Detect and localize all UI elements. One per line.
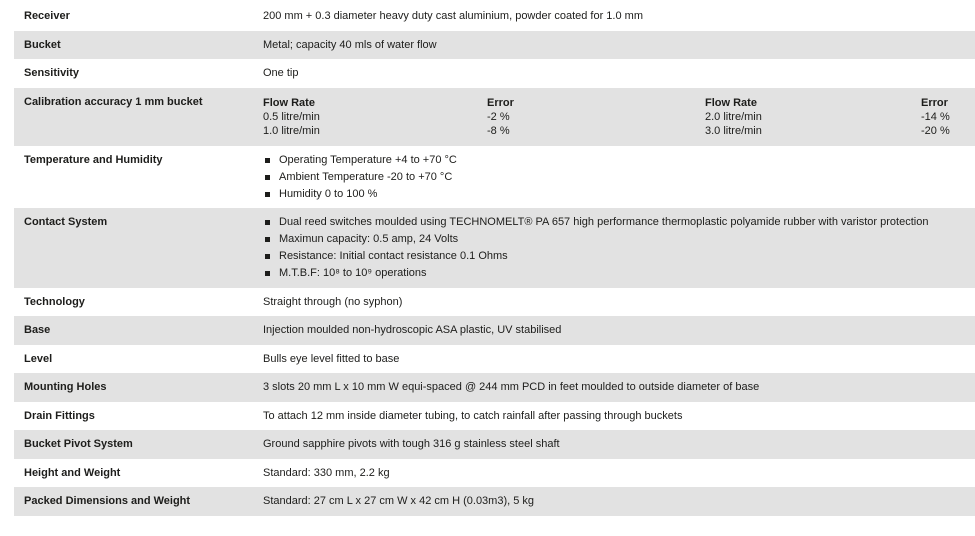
bullet-text: Dual reed switches moulded using TECHNOMELT® PA 657 high performance thermoplastic polyamide rubber with varistor protection	[279, 216, 929, 228]
spec-value: Standard: 27 cm L x 27 cm W x 42 cm H (0.03m3), 5 kg	[263, 495, 535, 507]
bullet-list	[263, 216, 975, 280]
row-bucket-pivot-system	[14, 430, 975, 459]
square-bullet-icon	[265, 220, 270, 225]
bullet-text: Resistance: Initial contact resistance 0.1 Ohms	[279, 250, 508, 262]
bullet-text: Operating Temperature +4 to +70 °C	[279, 153, 457, 166]
calibration-header-flow-rate-1: Flow Rate	[263, 96, 315, 109]
spec-label: Mounting Holes	[24, 381, 107, 393]
spec-label: Calibration accuracy 1 mm bucket	[24, 95, 203, 108]
row-calibration-accuracy	[14, 88, 975, 146]
spec-value: Bulls eye level fitted to base	[263, 352, 400, 365]
spec-value: 3 slots 20 mm L x 10 mm W equi-spaced @ 244 mm PCD in feet moulded to outside diameter of base	[263, 381, 760, 393]
square-bullet-icon	[265, 192, 270, 197]
spec-value: Injection moulded non-hydroscopic ASA plastic, UV stabilised	[263, 324, 562, 336]
calibration-cell: -14 %	[921, 110, 950, 123]
spec-label: Receiver	[24, 10, 70, 22]
row-mounting-holes	[14, 373, 975, 402]
row-drain-fittings	[14, 402, 975, 431]
calibration-cell: 3.0 litre/min	[705, 124, 762, 137]
row-packed-dimensions-and-weight	[14, 487, 975, 516]
calibration-cell: 1.0 litre/min	[263, 124, 320, 137]
spec-value: Standard: 330 mm, 2.2 kg	[263, 466, 390, 479]
spec-label: Height and Weight	[24, 466, 121, 479]
calibration-header-error-2: Error	[921, 96, 948, 109]
bullet-item	[263, 171, 975, 184]
spec-value: Ground sapphire pivots with tough 316 g stainless steel shaft	[263, 438, 560, 450]
calibration-cell: 2.0 litre/min	[705, 110, 762, 123]
calibration-cell: -8 %	[487, 124, 510, 137]
bullet-item	[263, 216, 975, 229]
row-base	[14, 316, 975, 345]
spec-label: Level	[24, 352, 53, 365]
calibration-header-error-1: Error	[487, 96, 514, 109]
calibration-header-flow-rate-2: Flow Rate	[705, 96, 757, 109]
bullet-text: M.T.B.F: 10⁸ to 10⁹ operations	[279, 267, 427, 279]
spec-value: One tip	[263, 67, 299, 79]
row-receiver	[14, 2, 975, 31]
calibration-cell: -20 %	[921, 124, 950, 137]
spec-label: Sensitivity	[24, 67, 80, 79]
spec-value: 200 mm + 0.3 diameter heavy duty cast aluminium, powder coated for 1.0 mm	[263, 10, 643, 22]
square-bullet-icon	[265, 271, 270, 276]
row-bucket	[14, 31, 975, 60]
row-temperature-and-humidity	[14, 146, 975, 209]
calibration-cell: 0.5 litre/min	[263, 110, 320, 123]
bullet-item	[263, 250, 975, 263]
bullet-item	[263, 154, 975, 167]
spec-value: Straight through (no syphon)	[263, 295, 403, 308]
bullet-item	[263, 267, 975, 280]
spec-value: To attach 12 mm inside diameter tubing, to catch rainfall after passing through buckets	[263, 409, 683, 422]
spec-label: Drain Fittings	[24, 409, 95, 422]
bullet-text: Humidity 0 to 100 %	[279, 187, 378, 200]
bullet-text: Ambient Temperature -20 to +70 °C	[279, 170, 453, 183]
spec-label: Packed Dimensions and Weight	[24, 495, 191, 507]
square-bullet-icon	[265, 254, 270, 259]
square-bullet-icon	[265, 175, 270, 180]
row-technology	[14, 288, 975, 317]
spec-table	[14, 2, 975, 516]
spec-value: Metal; capacity 40 mls of water flow	[263, 38, 437, 51]
bullet-item	[263, 188, 975, 201]
square-bullet-icon	[265, 158, 270, 163]
row-height-and-weight	[14, 459, 975, 488]
bullet-text: Maximun capacity: 0.5 amp, 24 Volts	[279, 233, 459, 245]
bullet-item	[263, 233, 975, 246]
spec-label: Bucket Pivot System	[24, 438, 133, 450]
row-sensitivity	[14, 59, 975, 88]
spec-label: Bucket	[24, 38, 61, 51]
bullet-list	[263, 154, 975, 201]
square-bullet-icon	[265, 237, 270, 242]
row-contact-system	[14, 208, 975, 288]
spec-label: Base	[24, 324, 51, 336]
calibration-cell: -2 %	[487, 110, 510, 123]
spec-label: Temperature and Humidity	[24, 153, 163, 166]
calibration-grid	[263, 96, 975, 138]
spec-label: Contact System	[24, 216, 108, 228]
row-level	[14, 345, 975, 374]
spec-label: Technology	[24, 295, 85, 308]
